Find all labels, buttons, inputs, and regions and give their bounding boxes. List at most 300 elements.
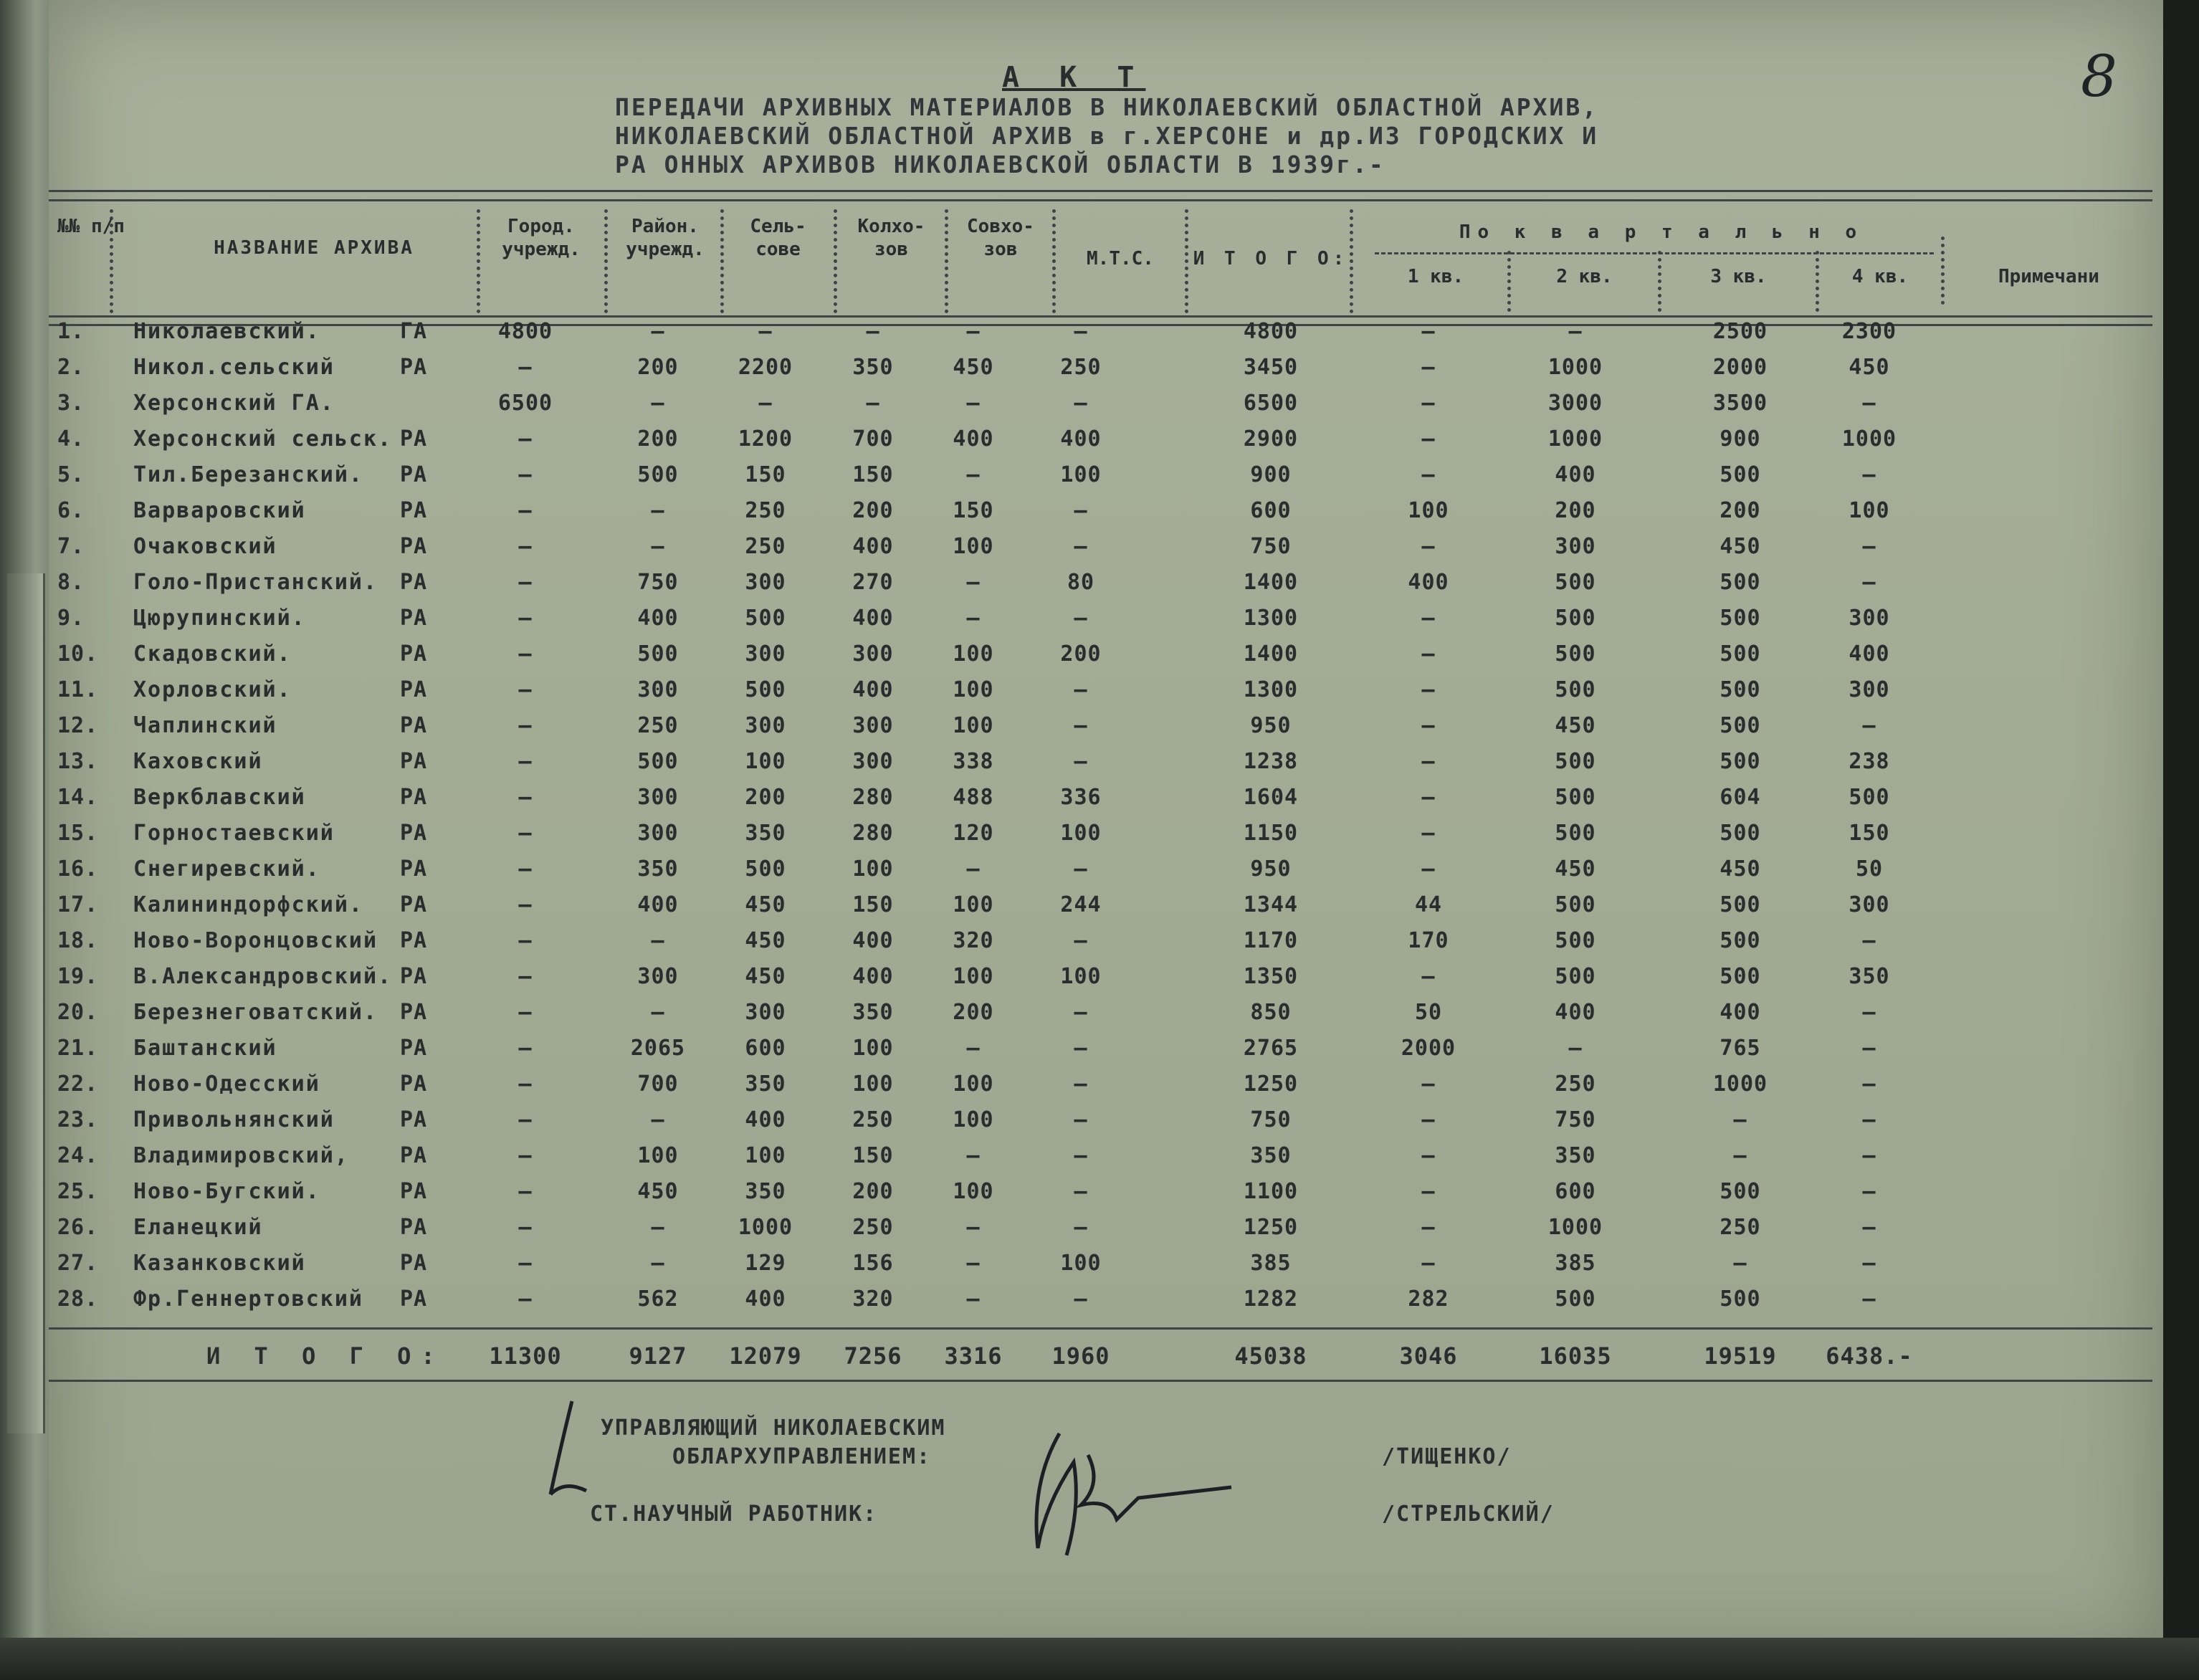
cell-sel: 350: [745, 1179, 786, 1204]
cell-name: Каховский: [133, 749, 263, 774]
signer2-name: /СТРЕЛЬСКИЙ/: [1382, 1502, 1555, 1527]
totals-q1: 3046: [1399, 1342, 1458, 1370]
cell-rayon: 300: [637, 785, 679, 810]
cell-q3: 2000: [1712, 355, 1768, 380]
table-top-rule: [49, 190, 2152, 192]
cell-sovh: –: [966, 1036, 981, 1061]
cell-type: РА: [400, 1072, 428, 1097]
col-separator: [1350, 209, 1353, 313]
cell-type: РА: [400, 785, 428, 810]
totals-row: [49, 1342, 2163, 1378]
heading-line-1: ПЕРЕДАЧИ АРХИВНЫХ МАТЕРИАЛОВ В НИКОЛАЕВСКИЙ ОБЛАСТНОЙ АРХИВ,: [615, 93, 1599, 121]
totals-sovh: 3316: [944, 1342, 1003, 1370]
cell-q4: 238: [1849, 749, 1890, 774]
cell-rayon: 300: [637, 677, 679, 702]
cell-rayon: 2065: [630, 1036, 686, 1061]
cell-q1: –: [1421, 606, 1436, 631]
cell-rayon: 700: [637, 1072, 679, 1097]
cell-type: РА: [400, 355, 428, 380]
cell-kolh: 150: [852, 892, 894, 917]
totals-label: И Т О Г О:: [206, 1342, 445, 1370]
cell-type: РА: [400, 498, 428, 523]
cell-rayon: 400: [637, 892, 679, 917]
cell-q3: 3500: [1712, 391, 1768, 416]
cell-q1: 400: [1408, 570, 1449, 595]
cell-q4: –: [1862, 1072, 1876, 1097]
cell-q4: –: [1862, 1215, 1876, 1240]
cell-q2: 450: [1555, 856, 1596, 882]
cell-itogo: 1300: [1243, 677, 1299, 702]
cell-sovh: 100: [953, 534, 994, 559]
cell-gorod: –: [518, 1000, 533, 1025]
cell-sel: 200: [745, 785, 786, 810]
cell-q2: 500: [1555, 570, 1596, 595]
table-row: [49, 785, 2163, 821]
cell-q4: –: [1862, 570, 1876, 595]
cell-q4: –: [1862, 1143, 1876, 1168]
cell-mts: 100: [1060, 964, 1102, 989]
cell-q3: 450: [1719, 534, 1761, 559]
cell-sel: 350: [745, 821, 786, 846]
cell-q2: 500: [1555, 641, 1596, 667]
cell-name: Калининдорфский.: [133, 892, 363, 917]
cell-mts: –: [1074, 856, 1088, 882]
table-row: [49, 1251, 2163, 1287]
cell-mts: 200: [1060, 641, 1102, 667]
cell-sovh: –: [966, 462, 981, 487]
cell-kolh: –: [866, 319, 880, 344]
cell-q4: 1000: [1841, 426, 1897, 452]
cell-itogo: 2900: [1243, 426, 1299, 452]
cell-gorod: –: [518, 892, 533, 917]
cell-rayon: 300: [637, 821, 679, 846]
cell-sovh: 100: [953, 677, 994, 702]
cell-name: Фр.Геннертовский: [133, 1287, 363, 1312]
totals-sel: 12079: [729, 1342, 802, 1370]
cell-num: 8.: [57, 570, 85, 595]
cell-q2: 500: [1555, 606, 1596, 631]
cell-itogo: 1170: [1243, 928, 1299, 953]
cell-q3: 1000: [1712, 1072, 1768, 1097]
cell-name: Владимировский,: [133, 1143, 349, 1168]
cell-num: 26.: [57, 1215, 99, 1240]
cell-itogo: 1300: [1243, 606, 1299, 631]
cell-sovh: 200: [953, 1000, 994, 1025]
cell-type: РА: [400, 928, 428, 953]
cell-sovh: –: [966, 319, 981, 344]
col-separator: [1052, 209, 1056, 313]
cell-sel: 300: [745, 641, 786, 667]
cell-kolh: 700: [852, 426, 894, 452]
cell-gorod: –: [518, 749, 533, 774]
cell-q1: –: [1421, 1143, 1436, 1168]
cell-gorod: –: [518, 1072, 533, 1097]
cell-num: 20.: [57, 1000, 99, 1025]
cell-mts: 250: [1060, 355, 1102, 380]
cell-q1: –: [1421, 964, 1436, 989]
cell-type: РА: [400, 677, 428, 702]
cell-q2: 400: [1555, 462, 1596, 487]
cell-sel: 450: [745, 928, 786, 953]
cell-type: РА: [400, 892, 428, 917]
cell-mts: –: [1074, 1000, 1088, 1025]
col-separator: [477, 209, 480, 313]
cell-sel: 450: [745, 892, 786, 917]
cell-q2: 450: [1555, 713, 1596, 738]
cell-q1: 170: [1408, 928, 1449, 953]
cell-sel: 100: [745, 1143, 786, 1168]
cell-mts: –: [1074, 1287, 1088, 1312]
cell-num: 3.: [57, 391, 85, 416]
cell-num: 25.: [57, 1179, 99, 1204]
cell-itogo: 1100: [1243, 1179, 1299, 1204]
cell-itogo: 1350: [1243, 964, 1299, 989]
cell-mts: –: [1074, 391, 1088, 416]
cell-kolh: 280: [852, 821, 894, 846]
cell-mts: –: [1074, 713, 1088, 738]
cell-q1: –: [1421, 391, 1436, 416]
table-row: [49, 749, 2163, 785]
cell-rayon: –: [651, 1107, 665, 1132]
cell-q1: –: [1421, 856, 1436, 882]
totals-q3: 19519: [1704, 1342, 1777, 1370]
cell-kolh: 300: [852, 749, 894, 774]
cell-q1: –: [1421, 319, 1436, 344]
cell-itogo: 1604: [1243, 785, 1299, 810]
cell-sel: 1000: [738, 1215, 793, 1240]
cell-rayon: 200: [637, 355, 679, 380]
cell-q2: 1000: [1547, 426, 1603, 452]
cell-q4: –: [1862, 1036, 1876, 1061]
cell-num: 28.: [57, 1287, 99, 1312]
cell-sovh: –: [966, 1251, 981, 1276]
cell-rayon: –: [651, 1251, 665, 1276]
cell-q2: 400: [1555, 1000, 1596, 1025]
cell-q2: 200: [1555, 498, 1596, 523]
cell-sel: 350: [745, 1072, 786, 1097]
signer2-title: СТ.НАУЧНЫЙ РАБОТНИК:: [590, 1502, 878, 1527]
cell-type: РА: [400, 964, 428, 989]
cell-num: 19.: [57, 964, 99, 989]
cell-rayon: 250: [637, 713, 679, 738]
table-row: [49, 1179, 2163, 1215]
cell-num: 2.: [57, 355, 85, 380]
header-q2: 2 кв.: [1556, 266, 1613, 287]
cell-rayon: –: [651, 498, 665, 523]
cell-q2: 500: [1555, 785, 1596, 810]
cell-sel: 400: [745, 1287, 786, 1312]
table-row: [49, 677, 2163, 713]
cell-q1: –: [1421, 1215, 1436, 1240]
col-separator: [1941, 237, 1945, 305]
cell-kolh: 100: [852, 1036, 894, 1061]
cell-q3: 2500: [1712, 319, 1768, 344]
cell-kolh: 400: [852, 964, 894, 989]
cell-name: Веркблавский: [133, 785, 306, 810]
signer1-name: /ТИЩЕНКО/: [1382, 1444, 1512, 1469]
cell-q3: 500: [1719, 462, 1761, 487]
cell-gorod: 6500: [497, 391, 553, 416]
cell-name: Никол.сельский: [133, 355, 335, 380]
cell-itogo: 385: [1250, 1251, 1292, 1276]
cell-kolh: 400: [852, 677, 894, 702]
cell-mts: –: [1074, 928, 1088, 953]
cell-num: 24.: [57, 1143, 99, 1168]
cell-type: РА: [400, 641, 428, 667]
cell-num: 17.: [57, 892, 99, 917]
cell-rayon: 200: [637, 426, 679, 452]
cell-num: 15.: [57, 821, 99, 846]
cell-itogo: 1250: [1243, 1072, 1299, 1097]
cell-q4: –: [1862, 1107, 1876, 1132]
cell-kolh: 150: [852, 462, 894, 487]
cell-q2: 500: [1555, 928, 1596, 953]
cell-gorod: –: [518, 677, 533, 702]
cell-name: Ново-Бугский.: [133, 1179, 320, 1204]
cell-mts: –: [1074, 677, 1088, 702]
cell-q1: –: [1421, 713, 1436, 738]
cell-q4: –: [1862, 1287, 1876, 1312]
cell-rayon: –: [651, 928, 665, 953]
cell-q1: –: [1421, 534, 1436, 559]
cell-q3: 500: [1719, 928, 1761, 953]
cell-kolh: 400: [852, 928, 894, 953]
cell-name: Горностаевский: [133, 821, 335, 846]
cell-q2: 500: [1555, 892, 1596, 917]
cell-sovh: 488: [953, 785, 994, 810]
cell-num: 7.: [57, 534, 85, 559]
cell-q4: –: [1862, 928, 1876, 953]
cell-name: Скадовский.: [133, 641, 292, 667]
cell-q2: 600: [1555, 1179, 1596, 1204]
cell-q3: 900: [1719, 426, 1761, 452]
cell-q2: 1000: [1547, 1215, 1603, 1240]
quarter-divider: [1375, 252, 1934, 254]
cell-q2: 250: [1555, 1072, 1596, 1097]
cell-kolh: 250: [852, 1107, 894, 1132]
handwritten-signature-2: [995, 1419, 1296, 1570]
cell-sel: 150: [745, 462, 786, 487]
cell-type: РА: [400, 1215, 428, 1240]
cell-q3: 500: [1719, 1287, 1761, 1312]
cell-sovh: –: [966, 391, 981, 416]
cell-q2: 500: [1555, 749, 1596, 774]
cell-name: Очаковский: [133, 534, 277, 559]
cell-q1: 100: [1408, 498, 1449, 523]
cell-gorod: –: [518, 856, 533, 882]
cell-q1: –: [1421, 1072, 1436, 1097]
cell-rayon: –: [651, 534, 665, 559]
cell-q1: 44: [1414, 892, 1443, 917]
cell-rayon: –: [651, 319, 665, 344]
cell-q4: 300: [1849, 606, 1890, 631]
cell-type: РА: [400, 749, 428, 774]
cell-type: РА: [400, 1036, 428, 1061]
cell-num: 10.: [57, 641, 99, 667]
cell-q3: 500: [1719, 892, 1761, 917]
cell-mts: 400: [1060, 426, 1102, 452]
cell-type: РА: [400, 426, 428, 452]
cell-gorod: –: [518, 641, 533, 667]
cell-itogo: 1238: [1243, 749, 1299, 774]
cell-sovh: –: [966, 856, 981, 882]
cell-name: Николаевский.: [133, 319, 320, 344]
cell-type: РА: [400, 821, 428, 846]
cell-sel: 600: [745, 1036, 786, 1061]
cell-kolh: 250: [852, 1215, 894, 1240]
cell-gorod: 4800: [497, 319, 553, 344]
totals-itogo: 45038: [1234, 1342, 1307, 1370]
cell-q4: –: [1862, 391, 1876, 416]
cell-sovh: 150: [953, 498, 994, 523]
table-row: [49, 641, 2163, 677]
cell-mts: –: [1074, 606, 1088, 631]
cell-kolh: 150: [852, 1143, 894, 1168]
cell-sovh: –: [966, 1287, 981, 1312]
header-q1: 1 кв.: [1407, 266, 1464, 287]
cell-q1: 282: [1408, 1287, 1449, 1312]
cell-q2: –: [1568, 1036, 1583, 1061]
signer1-title-line1: УПРАВЛЯЮЩИЙ НИКОЛАЕВСКИМ: [601, 1416, 946, 1441]
cell-q1: –: [1421, 821, 1436, 846]
cell-name: Баштанский: [133, 1036, 277, 1061]
cell-itogo: 1400: [1243, 570, 1299, 595]
cell-q4: 400: [1849, 641, 1890, 667]
table-row: [49, 1072, 2163, 1107]
cell-mts: –: [1074, 1143, 1088, 1168]
cell-name: В.Александровский.: [133, 964, 393, 989]
cell-kolh: 350: [852, 1000, 894, 1025]
cell-kolh: 156: [852, 1251, 894, 1276]
table-row: [49, 570, 2163, 606]
cell-sel: 250: [745, 498, 786, 523]
cell-sel: 300: [745, 570, 786, 595]
cell-name: Голо-Пристанский.: [133, 570, 378, 595]
cell-q3: 500: [1719, 677, 1761, 702]
cell-num: 16.: [57, 856, 99, 882]
cell-kolh: –: [866, 391, 880, 416]
cell-rayon: 350: [637, 856, 679, 882]
cell-q4: –: [1862, 462, 1876, 487]
header-sel: Сель- сове: [750, 216, 806, 260]
document-page: [49, 0, 2163, 1663]
cell-mts: 100: [1060, 462, 1102, 487]
cell-num: 12.: [57, 713, 99, 738]
table-row: [49, 1143, 2163, 1179]
cell-itogo: 1250: [1243, 1215, 1299, 1240]
table-row: [49, 821, 2163, 856]
header-note: Примечани: [1998, 266, 2099, 287]
cell-q2: 500: [1555, 677, 1596, 702]
cell-name: Березнеговатский.: [133, 1000, 378, 1025]
cell-q1: –: [1421, 641, 1436, 667]
cell-num: 11.: [57, 677, 99, 702]
cell-name: Цюрупинский.: [133, 606, 306, 631]
cell-name: Тил.Березанский.: [133, 462, 363, 487]
cell-type: РА: [400, 606, 428, 631]
cell-num: 14.: [57, 785, 99, 810]
cell-sel: 1200: [738, 426, 793, 452]
cell-sel: 129: [745, 1251, 786, 1276]
table-row: [49, 856, 2163, 892]
totals-top-rule: [49, 1327, 2152, 1330]
cell-num: 6.: [57, 498, 85, 523]
cell-sel: 500: [745, 856, 786, 882]
cell-num: 1.: [57, 319, 85, 344]
cell-gorod: –: [518, 1107, 533, 1132]
cell-kolh: 300: [852, 641, 894, 667]
signer1-title-line2: ОБЛАРХУПРАВЛЕНИЕМ:: [672, 1444, 932, 1469]
cell-gorod: –: [518, 498, 533, 523]
cell-q1: –: [1421, 785, 1436, 810]
desk-background: [0, 1638, 2199, 1680]
cell-itogo: 1150: [1243, 821, 1299, 846]
cell-q3: 400: [1719, 1000, 1761, 1025]
cell-q4: 100: [1849, 498, 1890, 523]
cell-sel: 300: [745, 713, 786, 738]
cell-q3: 765: [1719, 1036, 1761, 1061]
cell-sel: 100: [745, 749, 786, 774]
table-row: [49, 1000, 2163, 1036]
cell-q4: –: [1862, 1179, 1876, 1204]
cell-q4: –: [1862, 1251, 1876, 1276]
cell-q3: 500: [1719, 749, 1761, 774]
heading-line-3: РА ОННЫХ АРХИВОВ НИКОЛАЕВСКОЙ ОБЛАСТИ В 1939г.-: [615, 151, 1385, 178]
cell-type: ГА: [400, 319, 428, 344]
cell-q3: 500: [1719, 964, 1761, 989]
cell-rayon: 562: [637, 1287, 679, 1312]
cell-sovh: 100: [953, 713, 994, 738]
cell-kolh: 100: [852, 856, 894, 882]
cell-num: 27.: [57, 1251, 99, 1276]
cell-sel: –: [758, 391, 773, 416]
cell-sovh: –: [966, 570, 981, 595]
cell-name: Ново-Одесский: [133, 1072, 320, 1097]
handwritten-signature-1: [522, 1394, 622, 1509]
cell-kolh: 270: [852, 570, 894, 595]
cell-q4: 150: [1849, 821, 1890, 846]
table-row: [49, 391, 2163, 426]
table-row: [49, 928, 2163, 964]
cell-kolh: 200: [852, 1179, 894, 1204]
cell-gorod: –: [518, 570, 533, 595]
cell-type: РА: [400, 1251, 428, 1276]
cell-sovh: 338: [953, 749, 994, 774]
cell-sovh: 450: [953, 355, 994, 380]
cell-itogo: 1344: [1243, 892, 1299, 917]
table-row: [49, 462, 2163, 498]
cell-rayon: –: [651, 1215, 665, 1240]
cell-type: РА: [400, 713, 428, 738]
table-row: [49, 1215, 2163, 1251]
cell-mts: 100: [1060, 1251, 1102, 1276]
cell-q3: 604: [1719, 785, 1761, 810]
header-mts: М.Т.С.: [1087, 248, 1154, 269]
cell-mts: –: [1074, 534, 1088, 559]
cell-q3: 200: [1719, 498, 1761, 523]
cell-sel: 300: [745, 1000, 786, 1025]
cell-sovh: 100: [953, 641, 994, 667]
cell-q1: 50: [1414, 1000, 1443, 1025]
cell-num: 22.: [57, 1072, 99, 1097]
table-row: [49, 1107, 2163, 1143]
cell-gorod: –: [518, 534, 533, 559]
cell-q4: –: [1862, 534, 1876, 559]
heading-line-2: НИКОЛАЕВСКИЙ ОБЛАСТНОЙ АРХИВ в г.ХЕРСОНЕ и др.ИЗ ГОРОДСКИХ И: [615, 122, 1599, 150]
cell-mts: –: [1074, 1107, 1088, 1132]
cell-gorod: –: [518, 1287, 533, 1312]
cell-sovh: –: [966, 606, 981, 631]
